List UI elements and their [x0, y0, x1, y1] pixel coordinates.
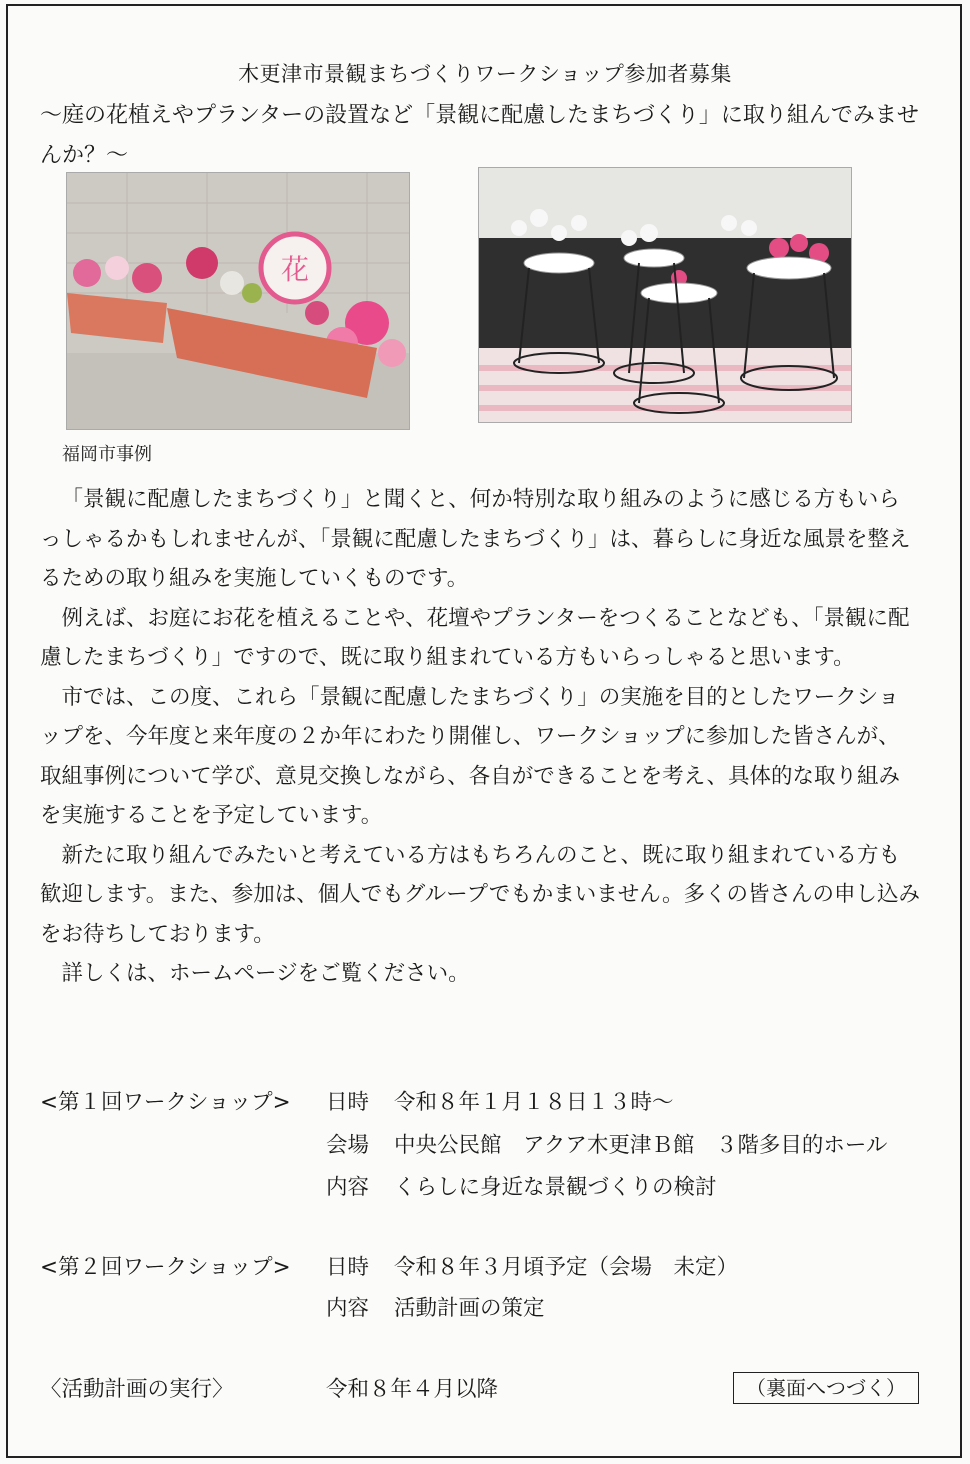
- page-title: 木更津市景観まちづくりワークショップ参加者募集: [238, 62, 732, 86]
- content-value: くらしに身近な景観づくりの検討: [394, 1175, 717, 1200]
- workshop-1-date: [326, 1085, 674, 1116]
- paragraph: 市では、この度、これら「景観に配慮したまちづくり」の実施を目的としたワークショップを、今年度と来年度の２か年にわたり開催し、ワークショップに参加した皆さんが、取組事例について学び、意見交換しながら、各自ができることを考え、具体的な取り組みを実施することを予定しています。: [40, 684, 901, 828]
- photo-caption: 福岡市事例: [62, 444, 152, 465]
- workshop-1-content: [326, 1170, 717, 1201]
- workshop-2-content: [326, 1291, 545, 1322]
- venue-key: 会場: [326, 1133, 370, 1158]
- paragraph: 例えば、お庭にお花を植えることや、花壇やプランターをつくることなども、「景観に配慮したまちづくり」ですので、既に取り組まれている方もいらっしゃると思います。: [40, 605, 910, 670]
- date-value: 令和８年１月１８日１３時～: [394, 1090, 674, 1115]
- date-value: 令和８年３月頃予定（会場 未定）: [394, 1255, 739, 1280]
- plan-execution-date: 令和８年４月以降: [326, 1377, 499, 1402]
- planter-photo: [66, 172, 410, 430]
- continue-note: （裏面へつづく）: [733, 1372, 919, 1404]
- content-value: 活動計画の策定: [394, 1296, 545, 1321]
- workshop-1-label: <第１回ワークショップ>: [40, 1090, 291, 1115]
- flower-stand-illustration: [479, 168, 851, 422]
- paragraph: 「景観に配慮したまちづくり」と聞くと、何か特別な取り組みのように感じる方もいらっしゃるかもしれませんが、「景観に配慮したまちづくり」は、暮らしに身近な風景を整えるための取り組みを実施していくものです。: [40, 487, 911, 591]
- content-key: 内容: [326, 1296, 370, 1321]
- body-text: [40, 480, 920, 994]
- workshop-2-date: [326, 1250, 738, 1281]
- page-subtitle: ～庭の花植えやプランターの設置など「景観に配慮したまちづくり」に取り組んでみませんか？～: [40, 103, 919, 168]
- paragraph: 詳しくは、ホームページをご覧ください。: [61, 961, 470, 986]
- date-key: 日時: [326, 1255, 370, 1280]
- paragraph: 新たに取り組んでみたいと考えている方はもちろんのこと、既に取り組まれている方も歓迎します。また、参加は、個人でもグループでもかまいません。多くの皆さんの申し込みをお待ちしております。: [40, 842, 920, 947]
- flower-stand-photo: [478, 167, 852, 423]
- plan-execution-label: 〈活動計画の実行〉: [40, 1377, 234, 1402]
- planter-illustration: [67, 173, 409, 429]
- workshop-1-venue: [326, 1128, 887, 1159]
- venue-value: 中央公民館 アクア木更津Ｂ館 ３階多目的ホール: [394, 1133, 888, 1158]
- date-key: 日時: [326, 1090, 370, 1115]
- content-key: 内容: [326, 1175, 370, 1200]
- badge-text: 花: [280, 253, 310, 286]
- workshop-2-label: <第２回ワークショップ>: [40, 1255, 291, 1280]
